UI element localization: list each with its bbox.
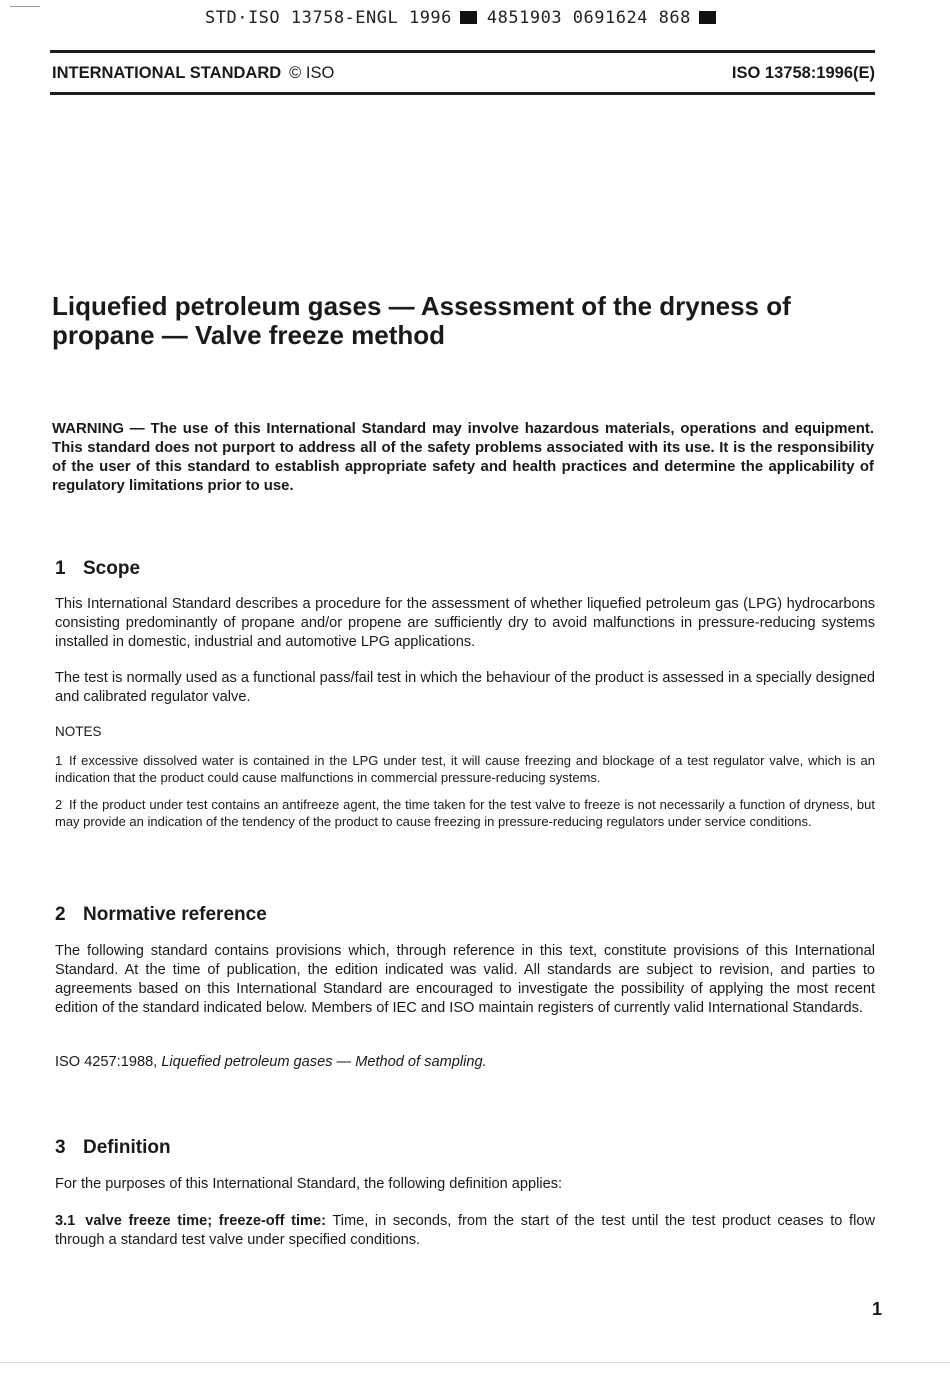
section-title: Normative reference [83, 904, 267, 925]
section-heading-normative-reference [55, 904, 267, 926]
definition-3-1 [55, 1212, 875, 1250]
section-title: Definition [83, 1137, 171, 1158]
note-number: 2 [55, 797, 63, 812]
header-bottom-rule [50, 92, 875, 95]
header-document-reference: ISO 13758:1996(E) [731, 64, 875, 82]
stamp-block-mark [460, 11, 477, 24]
note-text: If excessive dissolved water is contained in the LPG under test, it will cause freezing and blockage of a test regulator valve, which is an indication that the product could cause malfunctions in commercial pressure-reducing systems. [55, 753, 875, 785]
note-2 [55, 796, 875, 830]
section-number: 3 [55, 1137, 66, 1158]
reference-title: Liquefied petroleum gases — Method of sampling. [161, 1054, 487, 1070]
scan-speck [10, 6, 40, 7]
catalog-stamp [205, 8, 805, 28]
section-number: 2 [55, 904, 66, 925]
section-title: Scope [83, 558, 141, 579]
definition-intro: For the purposes of this International Standard, the following definition applies: [55, 1176, 563, 1192]
header-left [52, 64, 334, 83]
stamp-part1: STD·ISO 13758-ENGL 1996 [205, 8, 452, 28]
scope-paragraph-2: The test is normally used as a functional pass/fail test in which the behaviour of the product is assessed in a specially designed and calibrated regulator valve. [55, 670, 875, 705]
normative-reference-entry [55, 1053, 875, 1072]
definition-term: valve freeze time; freeze-off time: [85, 1213, 326, 1229]
header-standard-label: INTERNATIONAL STANDARD [52, 64, 282, 82]
stamp-block-mark [699, 11, 716, 24]
definition-number: 3.1 [55, 1213, 76, 1229]
reference-id: ISO 4257:1988, [55, 1054, 158, 1070]
section-heading-scope [55, 558, 140, 580]
header-top-rule [50, 50, 875, 53]
stamp-part2: 4851903 0691624 868 [486, 8, 691, 28]
page-number: 1 [871, 1299, 882, 1319]
section-number: 1 [55, 558, 66, 579]
note-text: If the product under test contains an antifreeze agent, the time taken for the test valve to freeze is not necessarily a function of dryness, but may provide an indication of the tendency of the product to cause freezing in pressure-reducing regulators under service conditions. [55, 797, 875, 829]
note-1 [55, 752, 875, 786]
definition-text: Time, in seconds, from the start of the test until the test product ceases to flow through a standard test valve under specified conditions. [55, 1213, 875, 1248]
notes-label: NOTES [55, 724, 102, 739]
note-number: 1 [55, 753, 63, 768]
section-heading-definition [55, 1137, 171, 1159]
document-title [52, 292, 852, 350]
header-copyright: © ISO [289, 64, 335, 82]
document-title-line2: propane — Valve freeze method [52, 320, 446, 350]
scan-edge [0, 1362, 950, 1363]
document-title-line1: Liquefied petroleum gases — Assessment of the dryness of [52, 291, 791, 321]
warning-paragraph: WARNING — The use of this International Standard may involve hazardous materials, operations and equipment. This standard does not purport to address all of the safety problems associated with its use. It is the responsibility of the user of this standard to establish appropriate safety and health practices and determine the applicability of regulatory limitations prior to use. [52, 421, 874, 494]
normative-paragraph: The following standard contains provisions which, through reference in this text, constitute provisions of this International Standard. At the time of publication, the edition indicated was valid. All standards are subject to revision, and parties to agreements based on this International Standard are encouraged to investigate the possibility of applying the most recent edition of the standard indicated below. Members of IEC and ISO maintain registers of currently valid International Standards. [55, 943, 875, 1016]
scope-paragraph-1: This International Standard describes a procedure for the assessment of whether liquefied petroleum gas (LPG) hydrocarbons consisting predominantly of propane and/or propene are sufficiently dry to avoid malfunctions in pressure-reducing systems installed in domestic, industrial and automotive LPG applications. [55, 596, 875, 650]
